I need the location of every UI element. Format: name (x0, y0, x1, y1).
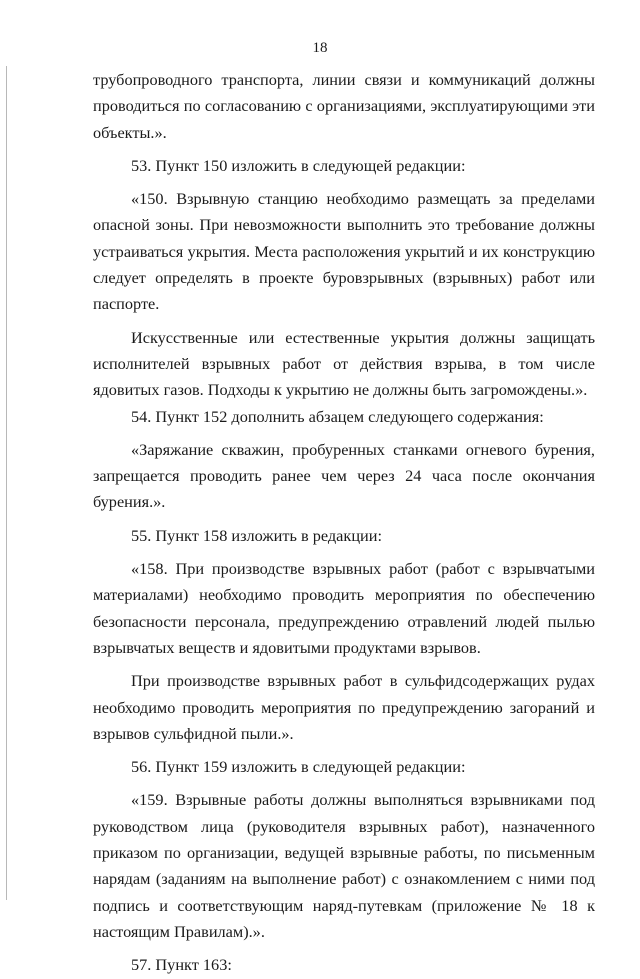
paragraph-item-54: 54. Пункт 152 дополнить абзацем следующего содержания: (131, 406, 544, 426)
paragraph-item-53: 53. Пункт 150 изложить в следующей редакции: (131, 155, 466, 175)
paragraph-clause-152: «Заряжание скважин, пробуренных станками огневого бурения, запрещается проводить ранее чем через 24 часа после окончания бурения.». (93, 439, 595, 512)
paragraph-clause-158: «158. При производстве взрывных работ (работ с взрывчатыми материалами) необходимо проводить мероприятия по обеспечению безопасности персонала, предупреждению отравлений людей пылью взрывчатых веществ и ядовитыми продуктами взрывов. (93, 559, 595, 657)
paragraph-clause-159: «159. Взрывные работы должны выполняться взрывниками под руководством лица (руководителя взрывных работ), назначенного приказом по организации, ведущей взрывные работы, по письменным нарядам (заданиям на выполнение работ) с ознакомлением с ними под подпись и соответствующим наряд-путевкам (приложение № 18 к настоящим Правилам).». (93, 790, 595, 941)
paragraph-item-55: 55. Пункт 158 изложить в редакции: (131, 525, 382, 545)
paragraph-item-57: 57. Пункт 163: (131, 955, 232, 975)
paragraph-item-56: 56. Пункт 159 изложить в следующей редакции: (131, 757, 466, 777)
paragraph-clause-150: «150. Взрывную станцию необходимо размещать за пределами опасной зоны. При невозможности выполнить это требование должны устраиваться укрытия. Места расположения укрытий и их конструкцию следует определять в проекте буровзрывных (взрывных) работ или паспорте. (93, 189, 595, 314)
document-body (93, 67, 595, 979)
paragraph-clause-158-sulfide: При производстве взрывных работ в сульфидсодержащих рудах необходимо проводить мероприятия по предупреждению загораний и взрывов сульфидной пыли.». (93, 671, 595, 743)
page-number: 18 (312, 40, 328, 56)
scan-edge-line (6, 66, 7, 900)
paragraph-clause-150-shelters: Искусственные или естественные укрытия должны защищать исполнителей взрывных работ от действия взрыва, в том числе ядовитых газов. Подходы к укрытию не должны быть загромождены.». (93, 327, 595, 400)
paragraph-continuation: трубопроводного транспорта, линии связи и коммуникаций должны проводиться по согласованию с организациями, эксплуатирующими эти объекты.». (93, 70, 595, 142)
